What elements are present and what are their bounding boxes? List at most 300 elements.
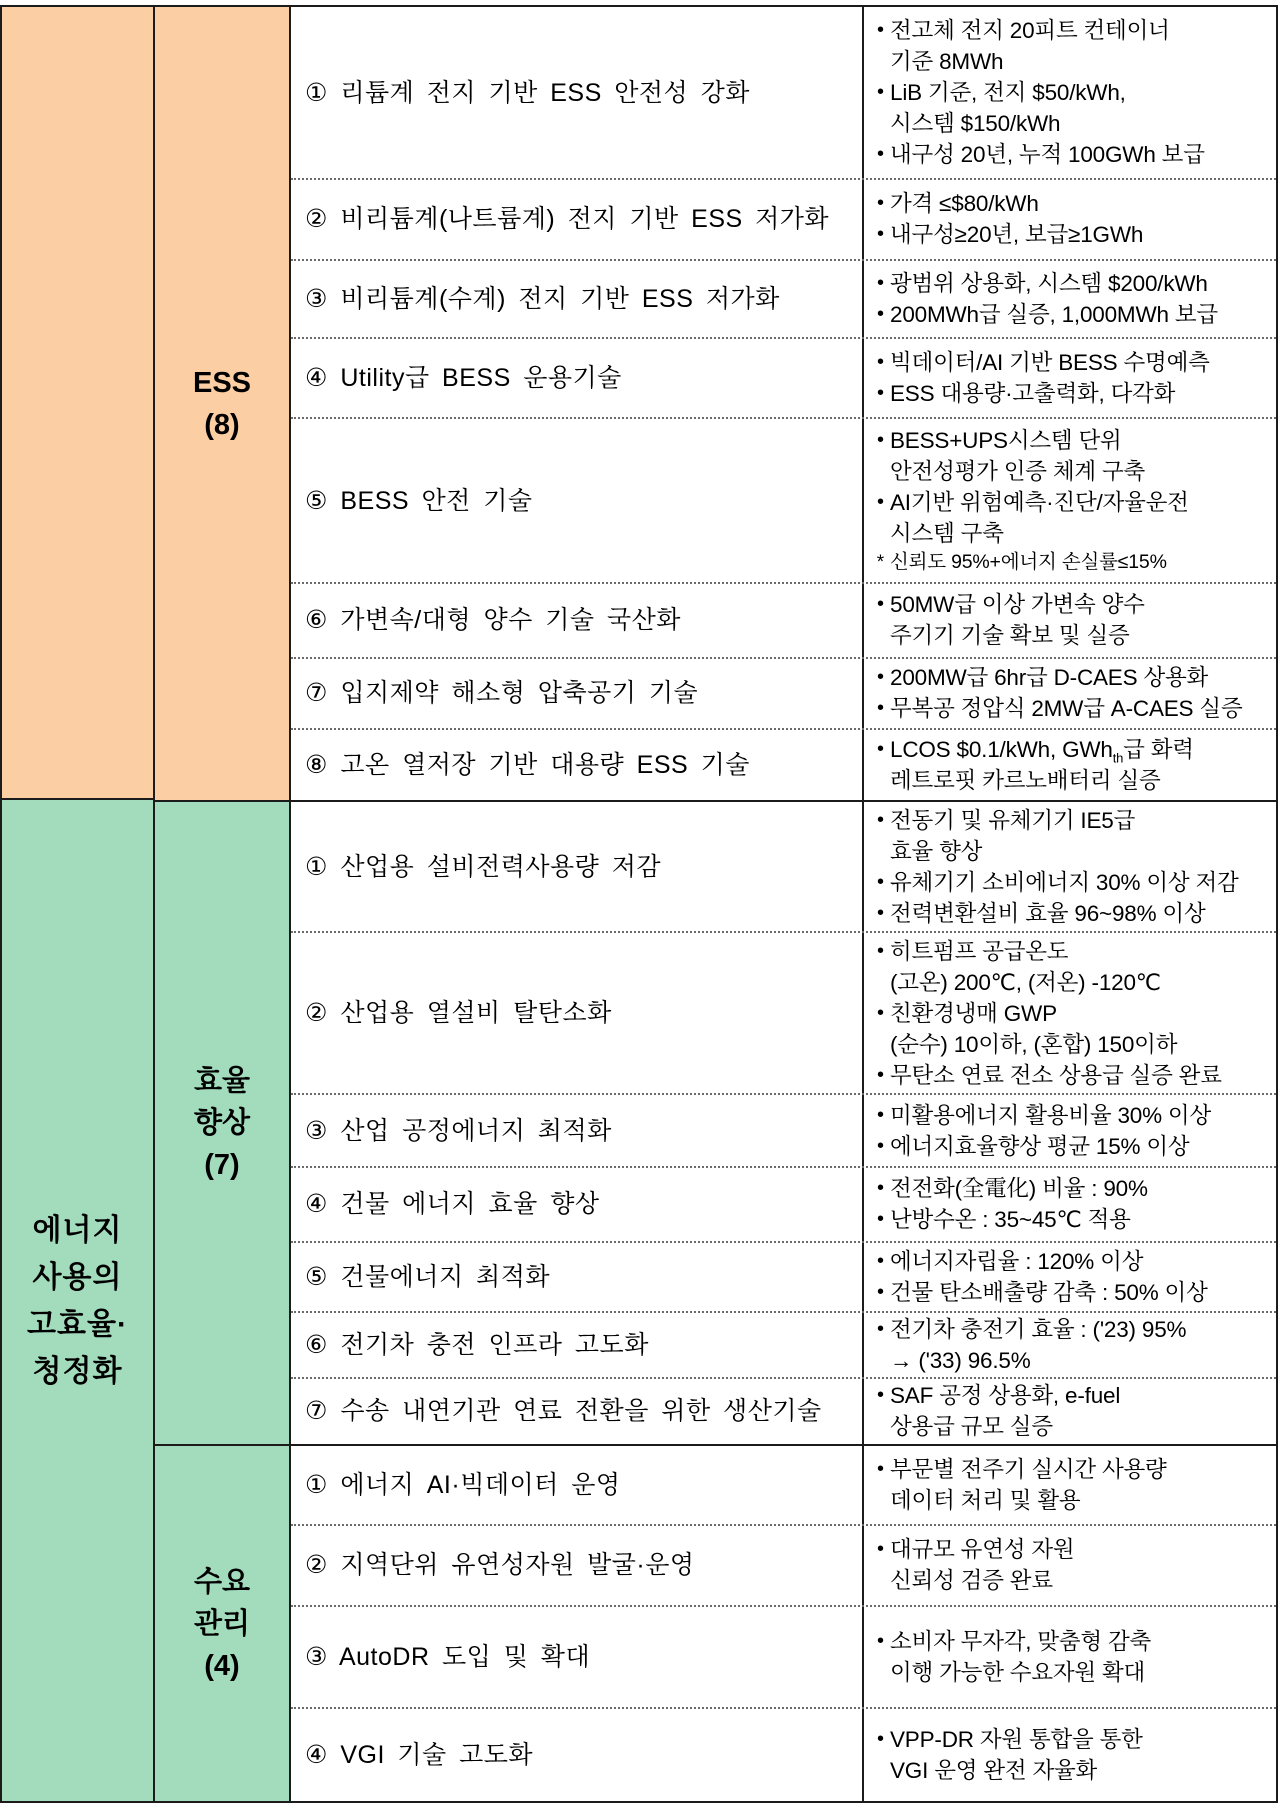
item-cell <box>291 1526 864 1604</box>
detail-line <box>890 1657 1272 1688</box>
bullet-marker: • <box>876 429 884 452</box>
detail-bullet <box>871 1246 1272 1277</box>
detail-bullet <box>871 1380 1272 1442</box>
detail-line <box>890 299 1272 330</box>
bullet-marker: • <box>876 81 884 104</box>
rows <box>291 802 1276 1444</box>
detail-cell <box>864 419 1276 582</box>
bullet-lines <box>890 1277 1272 1308</box>
bullet-marker: • <box>876 271 884 294</box>
detail-line <box>890 1534 1272 1565</box>
detail-line <box>890 620 1272 651</box>
detail-bullet <box>871 734 1272 796</box>
bullet-marker: • <box>876 1727 884 1750</box>
detail-line <box>890 1060 1272 1091</box>
table-row <box>291 178 1276 258</box>
detail-line-text: 전력변환설비 효율 96~98% 이상 <box>890 900 1206 926</box>
bullet-lines <box>890 487 1272 549</box>
detail-line-text: SAF 공정 상용화, e-fuel <box>890 1383 1121 1409</box>
item-text: ⑥ 가변속/대형 양수 기술 국산화 <box>305 606 681 635</box>
detail-line <box>890 1314 1272 1345</box>
bullet-marker: • <box>876 737 884 760</box>
detail-cell <box>864 933 1276 1093</box>
detail-line-text: 대규모 유연성 자원 <box>890 1537 1075 1563</box>
bullet-marker: * <box>876 552 885 574</box>
detail-bullet <box>871 188 1272 219</box>
detail-bullet <box>871 268 1272 299</box>
bullet-marker: • <box>876 697 884 720</box>
bullet-marker: • <box>876 491 884 514</box>
detail-line-text: 50MW급 이상 가변속 양수 <box>890 592 1145 618</box>
detail-line <box>890 15 1272 46</box>
detail-line <box>890 936 1272 967</box>
bullet-lines <box>890 77 1272 139</box>
item-text: ② 비리튬계(나트륨계) 전지 기반 ESS 저가화 <box>305 205 830 234</box>
table-row <box>291 1311 1276 1377</box>
detail-line-text: 무복공 정압식 2MW급 A-CAES 실증 <box>890 696 1243 722</box>
table-row <box>291 1707 1276 1801</box>
item-cell <box>291 1168 864 1240</box>
detail-cell <box>864 1379 1276 1444</box>
detail-bullet <box>871 139 1272 170</box>
item-cell <box>291 7 864 178</box>
detail-line <box>890 219 1272 250</box>
detail-bullet <box>871 378 1272 409</box>
detail-line <box>890 425 1272 456</box>
detail-cell <box>864 730 1276 800</box>
detail-cell <box>864 1243 1276 1311</box>
item-cell <box>291 419 864 582</box>
label-line: 에너지 <box>32 1213 123 1247</box>
detail-bullet <box>871 1724 1272 1786</box>
bullet-lines <box>890 1380 1272 1442</box>
detail-bullet <box>871 998 1272 1060</box>
item-text: ③ 비리튬계(수계) 전지 기반 ESS 저가화 <box>305 284 780 313</box>
detail-line-text: 에너지효율향상 평균 15% 이상 <box>890 1133 1190 1159</box>
detail-line <box>890 1626 1272 1657</box>
detail-bullet <box>871 1314 1272 1376</box>
section-ess <box>155 7 1276 800</box>
detail-line <box>890 1100 1272 1131</box>
detail-line <box>890 1131 1272 1162</box>
detail-line-text: 내구성 20년, 누적 100GWh 보급 <box>890 142 1205 168</box>
detail-bullet <box>871 898 1272 929</box>
sections-container <box>155 7 1276 1801</box>
item-text: ② 산업용 열설비 탈탄소화 <box>305 999 612 1028</box>
item-cell <box>291 1446 864 1524</box>
bullet-lines <box>890 1131 1272 1162</box>
label-line: (7) <box>204 1149 240 1181</box>
detail-line <box>890 734 1272 765</box>
label-line: 향상 <box>193 1107 251 1139</box>
item-cell <box>291 802 864 931</box>
detail-line-text: 전전화(全電化) 비율 : 90% <box>890 1176 1148 1202</box>
bullet-marker: • <box>876 1177 884 1200</box>
detail-cell <box>864 1168 1276 1240</box>
detail-line <box>890 967 1272 998</box>
detail-line-text: 200MW급 6hr급 D-CAES 상용화 <box>890 665 1209 691</box>
detail-bullet <box>871 805 1272 867</box>
label-line: (4) <box>204 1649 240 1682</box>
bullet-marker: • <box>876 19 884 42</box>
table-row <box>291 417 1276 582</box>
detail-line-text: 소비자 무자각, 맞춤형 감축 <box>890 1628 1152 1654</box>
detail-line-text: 에너지자립율 : 120% 이상 <box>890 1248 1144 1274</box>
detail-bullet <box>871 1131 1272 1162</box>
detail-bullet <box>871 693 1272 724</box>
table-row <box>291 728 1276 800</box>
item-text: ③ AutoDR 도입 및 확대 <box>305 1642 591 1671</box>
detail-line <box>890 589 1272 620</box>
label-line: 효율 <box>193 1065 251 1097</box>
bullet-marker: • <box>876 870 884 893</box>
item-text: ④ Utility급 BESS 운용기술 <box>305 363 622 392</box>
item-cell <box>291 659 864 728</box>
detail-line-text: → ('33) 96.5% <box>890 1347 1031 1373</box>
group-cell <box>155 1446 291 1801</box>
detail-line-text: 시스템 구축 <box>890 521 1004 547</box>
category-column <box>2 7 155 1801</box>
label-line: ESS <box>192 366 252 399</box>
bullet-marker: • <box>876 1629 884 1652</box>
detail-line-text: 건물 탄소배출량 감축 : 50% 이상 <box>890 1279 1208 1305</box>
detail-line-text: 내구성≥20년, 보급≥1GWh <box>890 222 1144 248</box>
detail-line <box>890 1454 1272 1485</box>
detail-bullet <box>871 1173 1272 1204</box>
detail-bullet <box>871 1100 1272 1131</box>
item-text: ⑥ 전기차 충전 인프라 고도화 <box>305 1330 649 1359</box>
bullet-lines <box>890 378 1272 409</box>
table-row <box>291 1377 1276 1444</box>
detail-line <box>890 1380 1272 1411</box>
item-text: ① 에너지 AI·빅데이터 운영 <box>305 1471 621 1500</box>
bullet-marker: • <box>876 350 884 373</box>
detail-line-text: 히트펌프 공급온도 <box>890 938 1069 964</box>
detail-cell <box>864 1607 1276 1707</box>
detail-line-text: (고온) 200℃, (저온) -120℃ <box>890 969 1161 995</box>
bullet-lines <box>890 1314 1272 1376</box>
detail-bullet <box>871 1060 1272 1091</box>
detail-line-text: ESS 대용량·고출력화, 다각화 <box>890 380 1176 406</box>
detail-bullet <box>871 1454 1272 1516</box>
item-text: ⑦ 수송 내연기관 연료 전환을 위한 생산기술 <box>305 1397 822 1426</box>
detail-line <box>890 1173 1272 1204</box>
detail-cell <box>864 659 1276 728</box>
category-cell-bottom <box>2 798 153 1801</box>
item-text: ⑤ 건물에너지 최적화 <box>305 1262 551 1291</box>
bullet-lines <box>890 1060 1272 1091</box>
detail-bullet <box>871 77 1272 139</box>
table-row <box>291 802 1276 931</box>
bullet-marker: • <box>876 939 884 962</box>
detail-cell <box>864 802 1276 931</box>
detail-line <box>890 1755 1272 1786</box>
detail-line-text: 광범위 상용화, 시스템 $200/kWh <box>890 270 1208 296</box>
item-text: ③ 산업 공정에너지 최적화 <box>305 1116 612 1145</box>
bullet-lines <box>890 1626 1272 1688</box>
detail-line <box>890 805 1272 836</box>
detail-line <box>890 139 1272 170</box>
group-label <box>194 1060 250 1186</box>
item-text: ⑦ 입지제약 해소형 압축공기 기술 <box>305 679 699 708</box>
table-row <box>291 931 1276 1093</box>
detail-line <box>890 898 1272 929</box>
detail-line <box>890 378 1272 409</box>
detail-line-text: 상용급 규모 실증 <box>890 1414 1053 1440</box>
detail-line <box>890 1565 1272 1596</box>
label-line: 수요 <box>193 1565 251 1598</box>
detail-line-text: AI기반 위험예측·진단/자율운전 <box>890 490 1189 516</box>
item-cell <box>291 1095 864 1166</box>
bullet-marker: • <box>876 1249 884 1272</box>
bullet-lines <box>890 805 1272 867</box>
detail-cell <box>864 7 1276 178</box>
detail-line-text: (순수) 10이하, (혼합) 150이하 <box>890 1031 1178 1057</box>
detail-line-text: 안전성평가 인증 체계 구축 <box>890 459 1146 485</box>
detail-bullet <box>871 589 1272 651</box>
table-row <box>291 337 1276 417</box>
detail-bullet <box>871 1204 1272 1235</box>
bullet-lines <box>890 1246 1272 1277</box>
bullet-lines <box>890 347 1272 378</box>
bullet-marker: • <box>876 1317 884 1340</box>
bullet-marker: • <box>876 1063 884 1086</box>
bullet-marker: • <box>876 223 884 246</box>
detail-line-text: 전기차 충전기 효율 : ('23) 95% <box>890 1316 1187 1342</box>
detail-line <box>890 268 1272 299</box>
detail-line <box>890 1029 1272 1060</box>
detail-line-text: 전동기 및 유체기기 IE5급 <box>890 807 1136 833</box>
item-cell <box>291 1709 864 1801</box>
bullet-marker: • <box>876 1280 884 1303</box>
bullet-lines <box>890 268 1272 299</box>
label-line: 청정화 <box>32 1354 123 1388</box>
detail-line <box>890 1724 1272 1755</box>
detail-line-text: 가격 ≤$80/kWh <box>890 191 1039 217</box>
category-cell-top <box>2 7 153 798</box>
item-text: ⑧ 고온 열저장 기반 대용량 ESS 기술 <box>305 750 750 779</box>
section-eff <box>155 800 1276 1444</box>
detail-line <box>890 1345 1272 1376</box>
detail-line-text: 효율 향상 <box>890 838 983 864</box>
detail-line-text: 부문별 전주기 실시간 사용량 <box>890 1457 1167 1483</box>
bullet-lines <box>890 734 1272 796</box>
detail-bullet <box>871 1277 1272 1308</box>
bullet-lines <box>890 898 1272 929</box>
label-line: 고효율· <box>27 1307 128 1341</box>
detail-line-text: 데이터 처리 및 활용 <box>890 1488 1081 1514</box>
detail-bullet <box>871 867 1272 898</box>
detail-line <box>890 1485 1272 1516</box>
detail-bullet <box>871 549 1272 576</box>
detail-bullet <box>871 15 1272 77</box>
bullet-marker: • <box>876 1458 884 1481</box>
table-row <box>291 7 1276 178</box>
detail-bullet <box>871 219 1272 250</box>
bullet-marker: • <box>876 1001 884 1024</box>
bullet-lines <box>890 998 1272 1060</box>
bullet-marker: • <box>876 1134 884 1157</box>
detail-cell <box>864 584 1276 656</box>
item-text: ④ VGI 기술 고도화 <box>305 1740 534 1769</box>
group-cell <box>155 7 291 800</box>
item-text: ① 리튬계 전지 기반 ESS 안전성 강화 <box>305 78 750 107</box>
bullet-lines <box>890 589 1272 651</box>
detail-line <box>890 693 1272 724</box>
bullet-marker: • <box>876 302 884 325</box>
table-row <box>291 1524 1276 1604</box>
label-line: 사용의 <box>32 1260 123 1294</box>
detail-cell <box>864 1095 1276 1166</box>
bullet-lines <box>890 549 1272 576</box>
rows <box>291 1446 1276 1801</box>
bullet-lines <box>890 299 1272 330</box>
bullet-marker: • <box>876 901 884 924</box>
bullet-marker: • <box>876 143 884 166</box>
bullet-marker: • <box>876 381 884 404</box>
detail-cell <box>864 1446 1276 1524</box>
detail-line <box>890 46 1272 77</box>
label-line: 관리 <box>193 1607 251 1640</box>
bullet-marker: • <box>876 1103 884 1126</box>
item-cell <box>291 1379 864 1444</box>
detail-line-text: LiB 기준, 전지 $50/kWh, <box>890 80 1126 106</box>
detail-line <box>890 836 1272 867</box>
table-row <box>291 1093 1276 1166</box>
bullet-marker: • <box>876 192 884 215</box>
detail-line <box>890 456 1272 487</box>
bullet-lines <box>890 188 1272 219</box>
detail-bullet <box>871 936 1272 998</box>
table-row <box>291 1241 1276 1311</box>
bullet-marker: • <box>876 593 884 616</box>
detail-line <box>890 77 1272 108</box>
item-cell <box>291 261 864 337</box>
bullet-marker: • <box>876 808 884 831</box>
detail-bullet <box>871 347 1272 378</box>
detail-line-text: 주기기 기술 확보 및 실증 <box>890 623 1130 649</box>
group-label <box>193 362 251 446</box>
table-row <box>291 1605 1276 1707</box>
bullet-lines <box>890 662 1272 693</box>
bullet-lines <box>890 1534 1272 1596</box>
bullet-lines <box>890 936 1272 998</box>
detail-line <box>890 1204 1272 1235</box>
detail-line <box>890 867 1272 898</box>
detail-line-text: 신뢰성 검증 완료 <box>890 1568 1053 1594</box>
bullet-marker: • <box>876 666 884 689</box>
detail-line-text: 유체기기 소비에너지 30% 이상 저감 <box>890 869 1239 895</box>
rows <box>291 7 1276 800</box>
item-cell <box>291 584 864 656</box>
bullet-lines <box>890 425 1272 487</box>
detail-line-text: 신뢰도 95%+에너지 손실률≤15% <box>890 551 1167 574</box>
detail-bullet <box>871 299 1272 330</box>
detail-line <box>890 188 1272 219</box>
detail-line-text: VGI 운영 완전 자율화 <box>890 1757 1098 1783</box>
detail-line <box>890 518 1272 549</box>
detail-line <box>890 487 1272 518</box>
section-dem <box>155 1444 1276 1801</box>
detail-line-text: 빅데이터/AI 기반 BESS 수명예측 <box>890 349 1210 375</box>
detail-cell <box>864 339 1276 417</box>
detail-line-text: 기준 8MWh <box>890 49 1004 75</box>
detail-bullet <box>871 425 1272 487</box>
detail-bullet <box>871 662 1272 693</box>
bullet-lines <box>890 1454 1272 1516</box>
item-cell <box>291 180 864 258</box>
detail-line <box>890 1411 1272 1442</box>
item-cell <box>291 1607 864 1707</box>
detail-line-text: 무탄소 연료 전소 상용급 실증 완료 <box>890 1062 1222 1088</box>
bullet-lines <box>890 15 1272 77</box>
roadmap-table <box>0 5 1278 1803</box>
item-cell <box>291 933 864 1093</box>
detail-line <box>890 998 1272 1029</box>
detail-line-text: LCOS $0.1/kWh, GWh$_{th}$급 화력 <box>890 736 1194 766</box>
detail-line-text: 레트로핏 카르노배터리 실증 <box>890 767 1161 793</box>
detail-line <box>890 765 1272 796</box>
item-cell <box>291 1243 864 1311</box>
detail-bullet <box>871 487 1272 549</box>
detail-line <box>890 108 1272 139</box>
item-text: ④ 건물 에너지 효율 향상 <box>305 1190 600 1219</box>
detail-line-text: 전고체 전지 20피트 컨테이너 <box>890 18 1170 44</box>
detail-cell <box>864 1313 1276 1377</box>
detail-line <box>890 662 1272 693</box>
bullet-lines <box>890 1173 1272 1204</box>
item-text: ① 산업용 설비전력사용량 저감 <box>305 852 662 881</box>
bullet-lines <box>890 1724 1272 1786</box>
detail-line-text: BESS+UPS시스템 단위 <box>890 428 1122 454</box>
group-label <box>194 1561 250 1687</box>
table-row <box>291 582 1276 656</box>
bullet-marker: • <box>876 1538 884 1561</box>
detail-line <box>890 549 1272 576</box>
bullet-lines <box>890 219 1272 250</box>
detail-line-text: 미활용에너지 활용비율 30% 이상 <box>890 1102 1212 1128</box>
detail-cell <box>864 180 1276 258</box>
detail-line <box>890 1246 1272 1277</box>
table-row <box>291 259 1276 337</box>
bullet-marker: • <box>876 1208 884 1231</box>
item-text: ② 지역단위 유연성자원 발굴·운영 <box>305 1551 695 1580</box>
detail-line <box>890 1277 1272 1308</box>
group-cell <box>155 802 291 1444</box>
detail-line-text: VPP-DR 자원 통합을 통한 <box>890 1726 1143 1752</box>
item-text: ⑤ BESS 안전 기술 <box>305 486 533 515</box>
label-line: (8) <box>204 408 240 441</box>
bullet-lines <box>890 867 1272 898</box>
detail-cell <box>864 261 1276 337</box>
detail-line <box>890 347 1272 378</box>
table-row <box>291 1446 1276 1524</box>
table-row <box>291 657 1276 728</box>
bullet-lines <box>890 1204 1272 1235</box>
item-cell <box>291 339 864 417</box>
bullet-marker: • <box>876 1384 884 1407</box>
bullet-lines <box>890 693 1272 724</box>
detail-line-text: 이행 가능한 수요자원 확대 <box>890 1659 1146 1685</box>
detail-bullet <box>871 1626 1272 1688</box>
item-cell <box>291 730 864 800</box>
bullet-lines <box>890 139 1272 170</box>
detail-cell <box>864 1709 1276 1801</box>
bullet-lines <box>890 1100 1272 1131</box>
detail-line-text: 친환경냉매 GWP <box>890 1000 1057 1026</box>
detail-line-text: 200MWh급 실증, 1,000MWh 보급 <box>890 301 1218 327</box>
detail-bullet <box>871 1534 1272 1596</box>
